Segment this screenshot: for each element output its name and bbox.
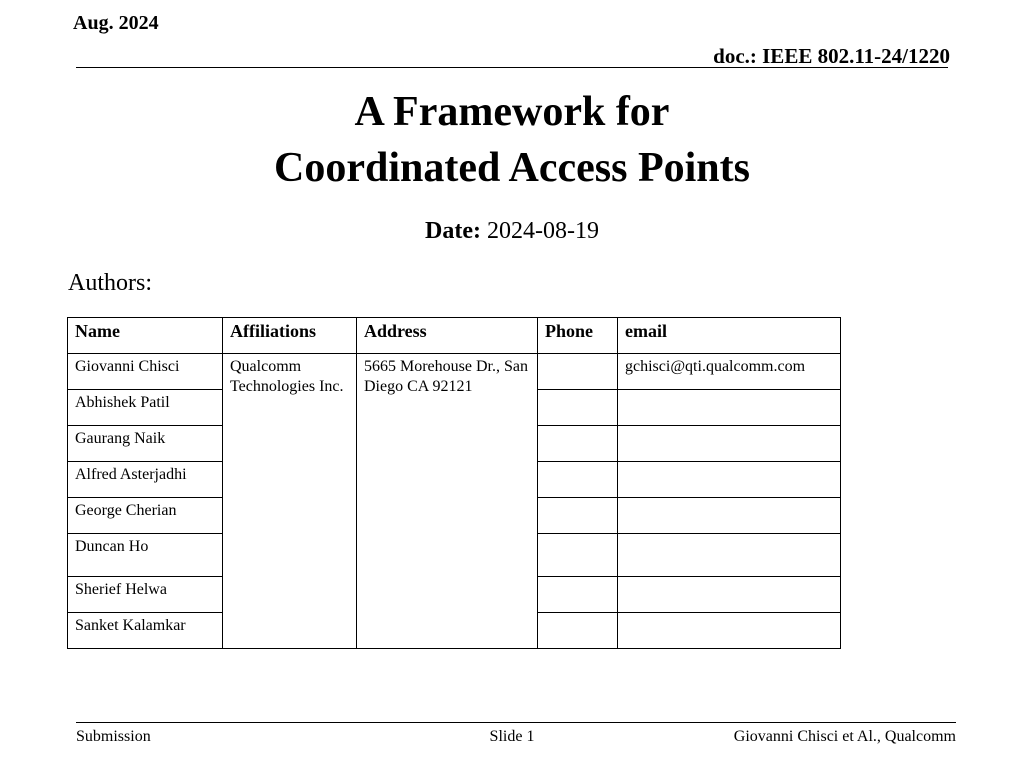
cell-name: Sherief Helwa [68,577,223,613]
cell-name: Gaurang Naik [68,426,223,462]
cell-name: Abhishek Patil [68,390,223,426]
authors-heading: Authors: [68,270,152,296]
cell-name: Duncan Ho [68,534,223,577]
header-date: Aug. 2024 [73,12,159,34]
header-phone: Phone [538,318,618,354]
date-line [0,218,1024,245]
cell-name: Alfred Asterjadhi [68,462,223,498]
title-line-2: Coordinated Access Points [274,145,750,191]
cell-phone [538,613,618,649]
slide-title [0,84,1024,196]
cell-address: 5665 Morehouse Dr., San Diego CA 92121 [357,354,538,649]
cell-email [618,426,841,462]
cell-email: gchisci@qti.qualcomm.com [618,354,841,390]
cell-phone [538,426,618,462]
cell-phone [538,462,618,498]
cell-phone [538,498,618,534]
header-affiliations: Affiliations [223,318,357,354]
cell-phone [538,577,618,613]
cell-phone [538,354,618,390]
authors-table [67,317,841,649]
cell-name: Giovanni Chisci [68,354,223,390]
cell-name: Sanket Kalamkar [68,613,223,649]
cell-email [618,462,841,498]
footer-authors: Giovanni Chisci et Al., Qualcomm [733,728,956,745]
footer-divider [76,722,956,723]
cell-email [618,613,841,649]
footer-submission: Submission [76,728,151,745]
table-row [68,354,841,390]
cell-email [618,534,841,577]
title-line-1: A Framework for [354,89,670,135]
cell-email [618,390,841,426]
cell-affiliation: Qualcomm Technologies Inc. [223,354,357,649]
header-address: Address [357,318,538,354]
date-label: Date: [425,218,481,244]
header-name: Name [68,318,223,354]
table-header-row [68,318,841,354]
cell-name: George Cherian [68,498,223,534]
cell-email [618,577,841,613]
cell-phone [538,534,618,577]
cell-phone [538,390,618,426]
header-email: email [618,318,841,354]
header-divider [76,67,948,68]
footer-slide-number: Slide 1 [489,728,535,745]
header-doc-number: doc.: IEEE 802.11-24/1220 [713,44,950,68]
date-value: 2024-08-19 [486,218,599,244]
cell-email [618,498,841,534]
